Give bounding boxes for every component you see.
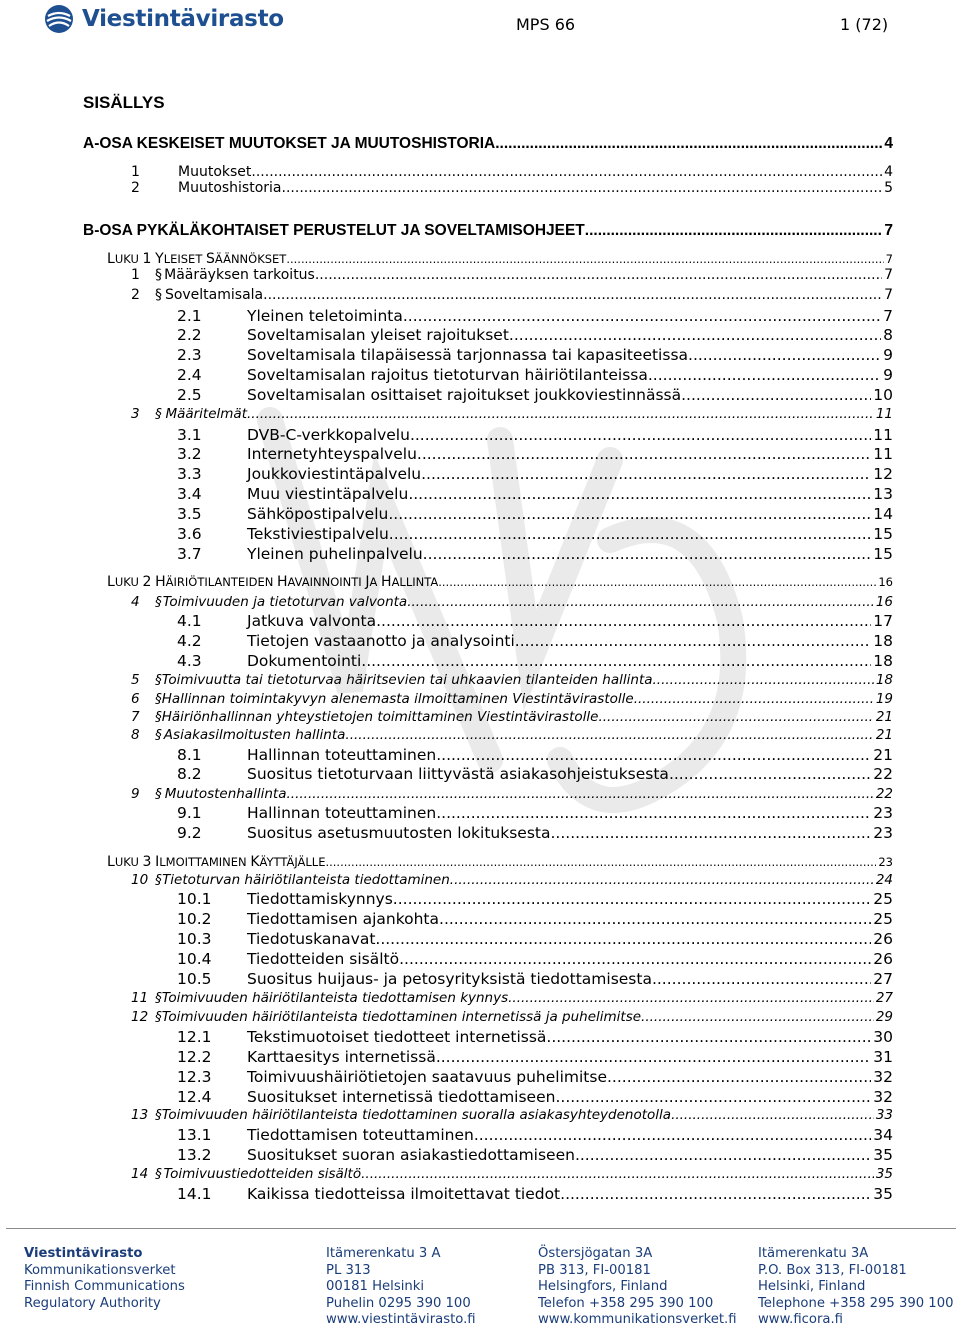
toc-leader-dots xyxy=(550,824,871,842)
toc-entry-page: 21 xyxy=(875,727,893,743)
footer-line: Itämerenkatu 3A xyxy=(758,1246,869,1261)
toc-entry-title: Internetyhteyspalvelu xyxy=(247,445,417,463)
toc-leader-dots xyxy=(509,326,881,344)
toc-entry-title: Suositukset suoran asiakastiedottamiseen xyxy=(247,1146,575,1164)
toc-entry-number: 7 xyxy=(131,709,140,725)
toc-entry-page: 11 xyxy=(873,445,893,463)
toc-entry-number: 8.2 xyxy=(177,765,202,783)
toc-entry-number: 9 xyxy=(131,786,140,802)
footer-link[interactable]: www.kommunikationsverket.fi xyxy=(538,1312,737,1327)
toc-entry-number: 8 xyxy=(131,727,140,743)
toc-entry-page: 14 xyxy=(873,505,893,523)
toc-entry-title: Hallinnan toteuttaminen xyxy=(247,746,437,764)
toc-leader-dots xyxy=(598,709,873,725)
toc-entry-title: Toimivuuden häiriötilanteista tiedottaminen internetissä ja puhelimitse xyxy=(161,1009,642,1025)
footer-link[interactable]: www.viestintävirasto.fi xyxy=(326,1312,476,1327)
toc-leader-dots xyxy=(681,386,871,404)
toc-entry-title: Kaikissa tiedotteissa ilmoitettavat tiedot xyxy=(247,1185,561,1203)
toc-leader-dots xyxy=(436,804,871,822)
toc-leader-dots xyxy=(648,366,881,384)
toc-leader-dots xyxy=(375,930,871,948)
toc-entry-page: 5 xyxy=(884,180,893,196)
toc-entry-number: 3.7 xyxy=(177,545,202,563)
toc-leader-dots xyxy=(438,575,876,589)
toc-entry-number: 1 xyxy=(131,164,140,180)
toc-leader-dots xyxy=(408,485,871,503)
toc-leader-dots xyxy=(555,1088,871,1106)
toc-entry-number: 3.3 xyxy=(177,465,202,483)
footer-link[interactable]: www.ficora.fi xyxy=(758,1312,843,1327)
toc-entry-number: 12.3 xyxy=(177,1068,212,1086)
toc-entry-title: Määritelmät xyxy=(165,406,247,422)
toc-entry-number: 10.1 xyxy=(177,890,212,908)
toc-entry-page: 23 xyxy=(873,804,893,822)
toc-entry-title: A-OSA KESKEISET MUUTOKSET JA MUUTOSHISTORIA xyxy=(83,135,496,152)
section-sign-icon: § xyxy=(155,406,162,422)
footer-line: PB 313, FI-00181 xyxy=(538,1262,651,1278)
toc-entry-page: 19 xyxy=(875,691,893,707)
toc-entry-title: Soveltamisalan rajoitus tietoturvan häiriötilanteissa xyxy=(247,366,648,384)
toc-leader-dots xyxy=(389,525,872,543)
toc-entry-page: 31 xyxy=(873,1048,893,1066)
toc-leader-dots xyxy=(653,672,874,688)
toc-entry-number: 10.4 xyxy=(177,950,212,968)
toc-entry-page: 30 xyxy=(873,1028,893,1046)
toc-entry-title: Soveltamisala tilapäisessä tarjonnassa tai kapasiteetissa xyxy=(247,346,689,364)
footer-agency-names xyxy=(24,1246,185,1312)
toc-leader-dots xyxy=(575,1146,871,1164)
toc-entry-title: Tiedotteiden sisältö xyxy=(247,950,400,968)
section-sign-icon: § xyxy=(155,1107,162,1123)
toc-entry-title: Häiriönhallinnan yhteystietojen toimittaminen Viestintävirastolle xyxy=(161,709,599,725)
toc-entry-number: 12 xyxy=(131,1009,149,1025)
toc-entry-title: Toimivuuden ja tietoturvan valvonta xyxy=(162,594,408,610)
toc-entry-title: Muutoshistoria xyxy=(178,180,282,196)
toc-leader-dots xyxy=(515,632,871,650)
toc-entry-number: 4.3 xyxy=(177,652,202,670)
toc-entry-title: Toimivuuden häiriötilanteista tiedottamisen kynnys xyxy=(161,990,509,1006)
toc-entry-page: 32 xyxy=(873,1088,893,1106)
toc-entry-page: 11 xyxy=(875,406,893,422)
toc-entry-title: Määräyksen tarkoitus xyxy=(164,267,315,283)
footer-line: Östersjögatan 3A xyxy=(538,1246,653,1261)
section-sign-icon: § xyxy=(155,786,162,802)
toc-leader-dots xyxy=(263,287,882,303)
section-sign-icon: § xyxy=(155,691,162,707)
toc-entry-page: 26 xyxy=(873,950,893,968)
toc-entry-title: B-OSA PYKÄLÄKOHTAISET PERUSTELUT JA SOVELTAMISOHJEET xyxy=(83,222,585,239)
toc-entry-page: 22 xyxy=(873,765,893,783)
footer-address-en xyxy=(758,1246,953,1329)
toc-heading: SISÄLLYS xyxy=(83,93,165,112)
toc-entry-title: Yleinen puhelinpalvelu xyxy=(247,545,423,563)
toc-entry-number: 3 xyxy=(131,406,140,422)
toc-entry-number: 3.6 xyxy=(177,525,202,543)
toc-entry-title: Suositukset internetissä tiedottamiseen xyxy=(247,1088,556,1106)
toc-entry-number: 14.1 xyxy=(177,1185,212,1203)
toc-leader-dots xyxy=(399,950,871,968)
toc-leader-dots xyxy=(688,346,881,364)
footer-line: P.O. Box 313, FI-00181 xyxy=(758,1262,907,1278)
toc-entry-title: Hallinnan toimintakyvyn alenemasta ilmoittaminen Viestintävirastolle xyxy=(161,691,634,707)
toc-entry-page: 7 xyxy=(884,267,893,283)
toc-entry-page: 18 xyxy=(873,632,893,650)
toc-leader-dots xyxy=(439,910,871,928)
toc-entry-number: 3.4 xyxy=(177,485,202,503)
document-id: MPS 66 xyxy=(516,15,576,34)
toc-leader-dots xyxy=(282,180,883,196)
toc-entry-page: 16 xyxy=(878,575,893,589)
toc-entry-page: 21 xyxy=(875,709,893,725)
toc-entry-page: 7 xyxy=(883,307,893,325)
toc-entry-page: 35 xyxy=(873,1185,893,1203)
toc-entry-number: 2 xyxy=(131,287,140,303)
toc-entry-number: 2.5 xyxy=(177,386,202,404)
toc-entry-number: 12.2 xyxy=(177,1048,212,1066)
toc-entry-number: 3.5 xyxy=(177,505,202,523)
toc-entry-page: 10 xyxy=(873,386,893,404)
toc-entry-title: Karttaesitys internetissä xyxy=(247,1048,436,1066)
toc-leader-dots xyxy=(247,406,874,422)
toc-leader-dots xyxy=(410,426,871,444)
toc-entry-title: Sähköpostipalvelu xyxy=(247,505,389,523)
toc-entry-page: 24 xyxy=(875,872,893,888)
toc-entry-page: 11 xyxy=(873,426,893,444)
toc-leader-dots xyxy=(393,890,871,908)
toc-entry-page: 33 xyxy=(875,1107,893,1123)
section-sign-icon: § xyxy=(155,287,162,303)
toc-entry-title: Tiedotuskanavat xyxy=(247,930,376,948)
section-sign-icon: § xyxy=(155,1166,162,1182)
toc-entry-page: 27 xyxy=(875,990,893,1006)
section-sign-icon: § xyxy=(155,727,162,743)
toc-leader-dots xyxy=(436,746,871,764)
toc-entry-page: 13 xyxy=(873,485,893,503)
toc-leader-dots xyxy=(315,267,882,283)
section-sign-icon: § xyxy=(155,1009,162,1025)
footer-divider xyxy=(6,1228,956,1229)
toc-entry-number: 3.1 xyxy=(177,426,202,444)
toc-entry-title: Suositus huijaus- ja petosyrityksistä tiedottamisesta xyxy=(247,970,652,988)
toc-entry-title: Joukkoviestintäpalvelu xyxy=(247,465,422,483)
footer-line: Telefon +358 295 390 100 xyxy=(538,1295,714,1311)
toc-entry-page: 15 xyxy=(873,525,893,543)
toc-entry-number: 2.4 xyxy=(177,366,202,384)
toc-leader-dots xyxy=(361,652,871,670)
toc-entry-title: Soveltamisalan osittaiset rajoitukset joukkoviestinnässä xyxy=(247,386,682,404)
toc-entry-number: 5 xyxy=(131,672,140,688)
toc-leader-dots xyxy=(546,1028,871,1046)
toc-entry-page: 26 xyxy=(873,930,893,948)
footer-line: 00181 Helsinki xyxy=(326,1279,425,1294)
toc-leader-dots xyxy=(403,307,881,325)
footer-address-fi xyxy=(326,1246,476,1329)
toc-leader-dots xyxy=(669,765,871,783)
toc-leader-dots xyxy=(421,465,871,483)
toc-entry-number: 6 xyxy=(131,691,140,707)
footer-line: Viestintävirasto xyxy=(24,1246,143,1261)
toc-entry-title: Tekstiviestipalvelu xyxy=(247,525,389,543)
toc-entry-number: 13.1 xyxy=(177,1126,212,1144)
toc-entry-number: 1 xyxy=(131,267,140,283)
toc-entry-page: 16 xyxy=(875,594,893,610)
toc-entry-page: 29 xyxy=(875,1009,893,1025)
toc-entry-number: 12.4 xyxy=(177,1088,212,1106)
footer-line: Telephone +358 295 390 100 xyxy=(758,1295,954,1311)
toc-entry-title: Tiedottamisen toteuttaminen xyxy=(247,1126,474,1144)
toc-entry-page: 4 xyxy=(884,164,893,180)
toc-entry-page: 18 xyxy=(873,652,893,670)
toc-entry-page: 8 xyxy=(883,326,893,344)
toc-entry-page: 22 xyxy=(875,786,893,802)
toc-leader-dots xyxy=(474,1126,871,1144)
toc-entry-number: 9.1 xyxy=(177,804,202,822)
toc-entry-number: 3.2 xyxy=(177,445,202,463)
section-sign-icon: § xyxy=(155,990,162,1006)
toc-leader-dots xyxy=(407,594,874,610)
toc-entry-number: 10.3 xyxy=(177,930,212,948)
toc-entry-page: 7 xyxy=(884,222,893,239)
toc-entry-title: Asiakasilmoitusten hallinta xyxy=(163,727,346,743)
section-sign-icon: § xyxy=(155,709,162,725)
toc-entry-title: LUKU 3 ILMOITTAMINEN KÄYTTÄJÄLLE xyxy=(107,854,326,870)
toc-entry-page: 23 xyxy=(878,855,893,869)
footer-address-sv xyxy=(538,1246,737,1329)
toc-leader-dots xyxy=(641,1009,874,1025)
toc-entry-number: 13.2 xyxy=(177,1146,212,1164)
toc-entry-page: 32 xyxy=(873,1068,893,1086)
toc-entry-page: 4 xyxy=(884,135,893,152)
section-sign-icon: § xyxy=(155,872,162,888)
toc-entry-title: Suositus tietoturvaan liittyvästä asiakasohjeistuksesta xyxy=(247,765,669,783)
toc-leader-dots xyxy=(388,505,871,523)
toc-entry-title: Toimivuuden häiriötilanteista tiedottaminen suoralla asiakasyhteydenotolla xyxy=(161,1107,672,1123)
toc-entry-number: 9.2 xyxy=(177,824,202,842)
toc-entry-number: 8.1 xyxy=(177,746,202,764)
toc-entry-number: 2.2 xyxy=(177,326,202,344)
toc-entry-number: 2.3 xyxy=(177,346,202,364)
footer-line: Finnish Communications xyxy=(24,1279,185,1294)
toc-entry-title: Jatkuva valvonta xyxy=(247,612,377,630)
toc-entry-title: Muutostenhallinta xyxy=(164,786,287,802)
toc-entry-title: LUKU 1 YLEISET SÄÄNNÖKSET xyxy=(107,251,287,267)
toc-leader-dots xyxy=(251,164,882,180)
toc-leader-dots xyxy=(345,727,873,743)
footer-line: Regulatory Authority xyxy=(24,1295,161,1311)
footer-line: PL 313 xyxy=(326,1262,371,1278)
toc-entry-title: LUKU 2 HÄIRIÖTILANTEIDEN HAVAINNOINTI JA HALLINTA xyxy=(107,574,439,590)
toc-leader-dots xyxy=(585,222,883,240)
toc-entry-title: Toimivuushäiriötietojen saatavuus puhelimitse xyxy=(247,1068,607,1086)
toc-entry-title: DVB-C-verkkopalvelu xyxy=(247,426,410,444)
toc-leader-dots xyxy=(495,135,882,153)
toc-entry-page: 35 xyxy=(873,1146,893,1164)
toc-entry-title: Suositus asetusmuutosten lokituksesta xyxy=(247,824,551,842)
toc-leader-dots xyxy=(652,970,871,988)
toc-entry-number: 4.1 xyxy=(177,612,202,630)
toc-leader-dots xyxy=(508,990,874,1006)
toc-entry-number: 12.1 xyxy=(177,1028,212,1046)
toc-entry-page: 35 xyxy=(875,1166,893,1182)
toc-entry-page: 25 xyxy=(873,890,893,908)
toc-leader-dots xyxy=(436,1048,871,1066)
toc-entry-number: 2.1 xyxy=(177,307,202,325)
toc-entry-page: 7 xyxy=(885,252,893,266)
toc-entry-title: Toimivuustiedotteiden sisältö xyxy=(163,1166,362,1182)
footer-line: Helsingfors, Finland xyxy=(538,1279,668,1294)
toc-entry-title: Tekstimuotoiset tiedotteet internetissä xyxy=(247,1028,547,1046)
footer-line: Itämerenkatu 3 A xyxy=(326,1246,441,1261)
logo-wordmark: Viestintävirasto xyxy=(82,6,284,32)
toc-leader-dots xyxy=(325,855,876,869)
toc-entry-title: Soveltamisala xyxy=(164,287,264,303)
toc-leader-dots xyxy=(287,786,874,802)
toc-entry-number: 4.2 xyxy=(177,632,202,650)
toc-entry-page: 23 xyxy=(873,824,893,842)
toc-leader-dots xyxy=(607,1068,871,1086)
toc-leader-dots xyxy=(450,872,874,888)
toc-entry-number: 13 xyxy=(131,1107,149,1123)
toc-entry-page: 12 xyxy=(873,465,893,483)
toc-entry-number: 4 xyxy=(131,594,140,610)
section-sign-icon: § xyxy=(155,672,162,688)
toc-entry-title: Tiedottamiskynnys xyxy=(247,890,393,908)
toc-entry-title: Toimivuutta tai tietoturvaa häiritsevien tai uhkaavien tilanteiden hallinta xyxy=(161,672,653,688)
toc-entry-number: 10.5 xyxy=(177,970,212,988)
toc-entry-page: 27 xyxy=(873,970,893,988)
toc-entry-page: 15 xyxy=(873,545,893,563)
toc-entry-title: Muutokset xyxy=(178,164,252,180)
toc-entry-title: Soveltamisalan yleiset rajoitukset xyxy=(247,326,509,344)
toc-entry-title: Muu viestintäpalvelu xyxy=(247,485,409,503)
toc-entry-page: 17 xyxy=(873,612,893,630)
toc-leader-dots xyxy=(634,691,874,707)
toc-leader-dots xyxy=(361,1166,874,1182)
footer-line: Kommunikationsverket xyxy=(24,1262,176,1278)
toc-leader-dots xyxy=(560,1185,871,1203)
toc-entry-title: Hallinnan toteuttaminen xyxy=(247,804,437,822)
toc-entry-page: 21 xyxy=(873,746,893,764)
footer-line: Puhelin 0295 390 100 xyxy=(326,1295,471,1311)
toc-entry-title: Yleinen teletoiminta xyxy=(247,307,403,325)
toc-leader-dots xyxy=(376,612,871,630)
section-sign-icon: § xyxy=(155,594,162,610)
toc-entry-title: Tiedottamisen ajankohta xyxy=(247,910,440,928)
toc-leader-dots xyxy=(671,1107,874,1123)
toc-leader-dots xyxy=(417,445,871,463)
toc-entry-number: 14 xyxy=(131,1166,149,1182)
toc-entry-page: 7 xyxy=(884,287,893,303)
toc-entry-page: 9 xyxy=(883,366,893,384)
toc-leader-dots xyxy=(286,252,883,266)
toc-entry-page: 25 xyxy=(873,910,893,928)
page-number: 1 (72) xyxy=(840,15,889,34)
toc-entry-number: 2 xyxy=(131,180,140,196)
toc-entry-page: 9 xyxy=(883,346,893,364)
toc-entry-number: 10 xyxy=(131,872,149,888)
toc-entry-title: Tietoturvan häiriötilanteista tiedottaminen xyxy=(162,872,450,888)
toc-entry-title: Tietojen vastaanotto ja analysointi xyxy=(247,632,515,650)
toc-entry-number: 10.2 xyxy=(177,910,212,928)
toc-entry-page: 34 xyxy=(873,1126,893,1144)
toc-entry-page: 18 xyxy=(875,672,893,688)
footer-line: Helsinki, Finland xyxy=(758,1279,866,1294)
section-sign-icon: § xyxy=(155,267,162,283)
toc-leader-dots xyxy=(423,545,872,563)
toc-entry-number: 11 xyxy=(131,990,149,1006)
toc-entry-title: Dokumentointi xyxy=(247,652,362,670)
